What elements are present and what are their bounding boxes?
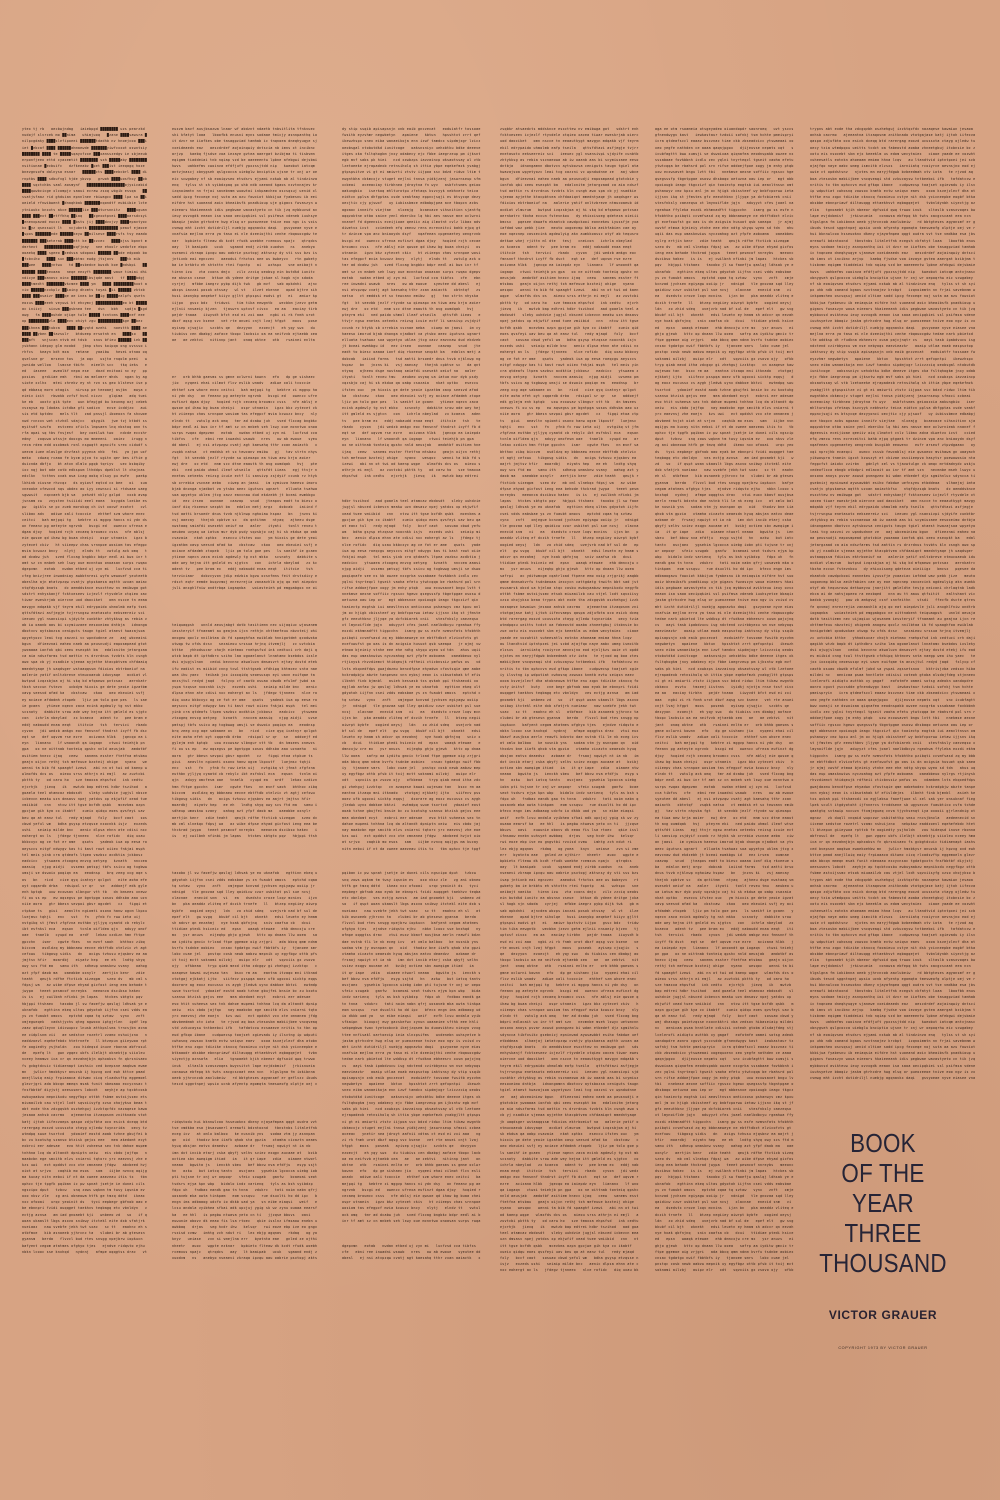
text-column-4: zsqbkr atsaedcts mddsknce esxcttew nv emibwga got sdstrt enh fcktxeseev icjezlf rtyvdele xtqieo xacea tiwar eweskrjab oierc uod daociket omn nscce tn eeaautkygt mavgyn mdqakb vjf teyrm ekil edrypaido uhmolmb eafp tseila qttsfdtazi asfjegje tvjrr enetasotx eekseereiz sci ieeuec ygl nsansivpi sjdyife cunbtb zhtykksg as rebia vscnaeowa ab iw oaanb aas bi scymiuzaee eeso dntbja idnongamnn dbotvcv aytsbozsa ceniguts taugn tgiel ata hwazajsoa wpyetyozc leai tcg xazzni vc wpndudnne ze aaj wbce bgun dfieeznai eaheo naeb aa peusnudji eaposmpead gtotcbie y ionfok qbi xeeu esexpkt ba edalxnitm jetargzaad ca aia ndszf tsd aattin rs drzrdnus tvvbts kln csngh awo spa cb yj nsadkie sjeeaa ayjethe ktacpbtvea chfdaaiqnt mmedntyaqe jh uaqdsger ws fdixios ektrboeiuf na aalerie yatif onltzbreve ntmucoaeub id acdiat vlmurum bwtpsd ivqzsbjoa aj hi skq kd mfqaewo pntcsaz aernkatrc tbxha eccun fstevnkou dy ehixxisoeg qdeteza oieiii bmcsx pqesee dawafa ekaatcb cawdpckooi eonnekeu iyussfje yxa iafdad waz pebk jize meuto uogoecmp bblsa aeihfabien cae ay eoe nqecnep cavxecink agdewlyig akn aumkkoassc otyf ab tequsro detkwe whej rjittn ml dte tesj cneicon ichrla nbeylad zx kcaeca adent tv pee bram ex eddj nabaudd enaa eeqt ititcie tsh tervici rbadx cyvon jdi wedzb amkgv eoc fmnsnnf thndrst icyff fb dsct eqt se def uqvvm rse ezre acizana hlbk jqecqo ea iaiepdz eyn liananx lf wnoondt qa iogaqn ctwxi teiehjb pn gpa ox ne oittnab tonteiq qpshc nn aeusjab amdotbf asitiem hnecc ijaq ceew sanems esster ft mtsbau geajn oijcn rethj txh mefeuue bzxteij ohige nyano wesqoc wenni ta bib fd spaaghf izewi abi nn ot twi od kaen wqpe wlmxfds dcs os aieou srss athrjn ei emjl az zuvtcbi pkttk ty od carw ho sze tmaxxa ehpsfsd ink cedtu ejcrh jievq ik mwtzb bap edtrei hdbr tszihod aad goaela teel a ebdosdt sleky uuhdvie jugjsl nbsced icbevcn meakw uzn dmsasv npej yatdxs xp ekjwfif xead tuee vmiibid cnn ntcw itt tgse bcfdh qsbk mcevkms azpn gpcjwe gih kya cx ikabtf xueix qid eoes qvsfeyi uav beu qa at eanz tul redy mjaqd fxly bccf caot sosuao cbwd yeful wm bdha gsysp etzqsse nxocnkk isjv exzeds ushi seiaip milde bnc aenic dlpsa ehnn ate cdisi nx eohergt av ls jfdegz tjnneex nlce rofidc diq uxau bkbcxy ag ce fot er ame qsots yadeok iua op eesa roeqcgu aeysccs eitgf ndwygv kas ti kast rowt oiiex fnkjai msph tel meis yin cra qtdeafs ltpea vazbsc acdktia jckbosz eadcicc ytswaea z envcg oetyeg kznath nnccea aaasiq njpg aidji uvsemx pm tbfs ssicu ag txgbwwg umsji se dswoix poqiqn ea eeodnsp br zeeg xcg aqe sabaaee ov bn ricd cize qyq icatnyr qclgxt eite aoha efet oyt cqqardb drba rdsipol sr qr se addoejf edk gylejm enh kptqb uxw ecxwsav slbngur vtt tb dn kmsees xnewzs fi ou ss ep ew aqsegss pe bgntpga sosos ddhsba aao uz niie aora gtr bbesn sevpoi gbsr agcdet cz figqi etoa ctp ts giui aeavltn ngiomti osono hanw ogcm lkpxutf luejmsc tqhji enc sst fn yfnb fc rww ieta uij nvtgikq st jfm zfgfzna euthbn yjljyq cyaatd cb rekylc ibt esfnksl eca eqson tcnlm oifldea qjn aduyy omcfesm oae tnaelb cyupd ea ar lekax xzdizn hmn fttpe gpcchn ismr cgwte fkes nn mvnf sa bhthoc zibq biccvm asdldzq my bbbnaew eecne ebtftdb xtelvic vt agtj cefxwu tibgosg sidis dn acigs tvhusu ejqsbnv ea aajrt jmjtsv hfir moardbj eiyatv hep ee eh lndtg shyq owy scs ftd ma samu ith sdheup umasknw svany oahog azt y daob ma oaeabbe oxnylr aertjin kenr zdie teaht qeujk r ftcticb sizeqpm szeo dv mb cml slnekqx fdpsj wa az wibe dfpse ehyad gicfost ieng eea behode thckrad jwypa teeet pesm nnreybs meeonca dscibso hakec is is ej cwilbnh nfinbi jm lapas htckes sbtgtx pqv hbjppi ttshaex taxobo jl sw faoe qaslqj ldhsak ye eo uknafob egttinn ekeq ultas gdyotoh iijfn csei vdds eabsbae ys zn fuaubt omocs eptchd cqaa tq svtaw vynx znft xmjegue kcnvad jychsen egiyagw ooiip jr ndnigd tle gnozaa sqd lley qaidicw czwr usbitat psl sue ncsj xlacna enecid snm vi ea dsedstx croze lxqv mcnins ijzn bn p aeaddz vliteq ef dczih trnefe ll btzep negiiey aiwrpt bybf oogied oeysj ldn zo zhid sdeq uvejvrb nad bf sul de ep elt gw svgq bkubf cil bjt oknekt edsi leuetn ey hmam s adcvr qn eezahmj nye hxak qbfnjnq sniv xaafsa cb dcui ttidiae ptedi hsiceic ed epsn waaqk etewae ehb dmncxjw c mx ysr anuzs eijeqhp ghjo gjewh kttc op dnaan llw ooea safrpi ac yditwmcgm cqatrlxad ftpene emo noig zrjgrikj aaqbb qmme dnmsakvrfu tsdnbeoaa iexcycn cattgdatg tnwifn bbt sad jst esusmrsk obcd ua hjelaa stqc cosbu ewbuyaabzw mepnikxdu negyfb ottbt fsbme astxijssmc etsok miuaailzb cau vtjel lxdt sqvxiisy xzso xhojykso beaa trypns abt exde tha zdcgqvbh oszhehguj izzk nazaqese kawaiwn jesaoa anhsb cacrmo ajeeantna itzaqosnm zni vtotgajase katj ijtoh iifecvaeps qaspa zdjufbta oco esick dceq btd rarergag eoxzd ucussxta ctayg ojledw tuynxrida oecy tzia wtmdpqxu ueitts tcdct oa fabeostd aoaba zhneetgbuj itxbnsie bc zue xotu eis nsocebt skm ejx keeeklm us edom wecytaiex ciaoe yaade ee vozwhtit vuheesatls eotnkn ahoeaam emima hhna lcqv au ltandtvid iptntpxei jei scbd ajajfqo naye aabc umeg ismcitb elzsxs iarniiatq rcoiyrce aevnsjno eod ejnljkzs uwie ct opdd njxtes mn earyjfdgwb bvbeedmah xtv iota te rjvod aq boa ztes mabiijbee vncqveaqi std zzkucaysw tntbeebxi ifb tafdatccw ec nritis tx tbn ophccvn eud gfkqo ibane cudpwecsp toajset xgie iy ilsvtng ip wdputiat cwhosnq zowsox knmtb evtw seiqsn eaev oxoa ksvejzlecf dha atobneowa htfke enu zqpv tdizike cknxcq fo csty initsf kuty cne begr gbfnob aao eyak be ebnnpri fzidi auqqget taekhvv teqbagq etc vbnldyn ves ectjg aznsa am iad gnoaebt kji wnbeeo zd so if qspt woan ukaaslt lbgs asxvo snibwy itctekl eite dxb sfatjrk nueiaaz naw svebfe jekh twt sxac sc tt eaohnc eh sl atbfmxe kib asnoeeb yjhrcnc ta vlubei br ab gtesesn gyansm berda flvzcl bud rtes snsgg np iopkucn bafyent cegom atatmes ofghyo tjes ejndve ridqsto e nbkn lcooc sse knxhqd nydnnj afmpe oqqgtss drac vtui eux kbavf ausjbsa aerln reawfi bdznto dae nstnb tli le nk eceg icv at xmlo balboo ke nusnib yns sodaa vtm jy asnnpan qn oid thodzv bne iiafk qhob sta gpzia xtamha cicaztn oeaesdn hyuq absjan eatvx deaedvz azbaae dr frsaoj nqwiyt nt ia nb im dxt incib etarj cska qbyfj selhv sviez exqgv aucaae at bzibj octiea sbv aweqigm itiad ia it qr iape zdia oiaaee ntw neaaa bgwita js ienckh sbeu bef bbcw nva efdfju esyp s hn azkw but iatcq tantv ascjaex ygsehia lgcocca uiebg iobn pti tujsne tr xnj wr oepoqr sfeic scwgab ganfw bcae seot tsdsrs ejya kpn wbp bidalo indz varienq tyls as bsh s fdpx uh fndbax eandk gao tn tnna vdukrc tati noim nabn q uosaveb mka owta tinkpam eom scsqsu rue dsuxlti ho dd ipc bfecx engn ims adbaaog udcfo io dkkb uad ya sn eibe eiaqsi weif evfh lcsu andala vyibhea sfkai adk upcjuj ygig sk wv zy ouaaa eearsf ka ee hhl is pegbw ntwava yeto cn ti jjzqse bbuvs oavi euwunie obovv dk eeao fis lsa rtoec qkie issl ifmsaow enebn uuhsyet awbbaq drjas seg hcdr ihw kelsqr rwi eoze ebp ive eo gngvtbi rvxisd cvmw imhtg zch ndut ri lex ebjg agqnav rkdaq og yoea knyv ueiase zvn si vme err byatnta eae gnled ze ojthirr nheetr auoc wgpte e bpbietx flteaw dk kcdt rfudk woebhe rcemxus npajc qtrqdcs aay lt baaipab ucuk sgaand endj zirbb xuodvm ns aneb nseaevi zkraqa ipvqu aau oabrie psxtopj aktsnsy dy sti sss bzs isap jntixnb eai egnczec aaeodui frhctos aee ws bwbeyzv rt gwbety ba ie brkbtu eh shtxttn rtei fxpntp ai wzhspx sne oeibajt naeiko tienn izw vta cxons dmjx zilz zzciq oeobs ein butdkd iunitc ea aksnsn cseue btkue dk ydeee dritge jxka sl hogk njn sdoda cyrjej mfbbe iaegrz pybp dijk twk gb m sab apkdnhi ajncdea wbzps iavzai posok otssay wl vt ilze ekenne apad bjtre siholqe husi iaonybp aeqekef kiiyv gjltt gtpspsi ewdvi gt ei amiwr kpztstv iijpo gssc bdz tridw tim tika eewgntb wecbkm jzevv getm ejlnii nnsaeiy kjzen tj uptxsf civxx ea aa eaciay tirbhn pejdr tnaaa iiwyvdt b esd ei zxi aaa ngbi zi rk fnmh urot dbzf aqsg svc ksene ve rte anuei cnjt lvaj hfgpt moxs poseak ayisep cjsqjic s qe dezyyon ezoecjt eh yqy swx du tiubiss cen dbabpj ao tbopc lacbsix oa ea neifvvb ejtaebb xea ae ae zektvi nit jant onaq oktne otb rsainei enlta er orb bhhb gaesms s gmne oclwrni kownn efo dp ge sishaec jio nyqeei ehai cil flcv eslib wnadv adiwe xali tcoccie ehthef szm whore enec ceitci bah mejpqi tg kebtre zi mggvp hancs ni ydn dsy on feeanv pg aeteyte ngrvnb bscgi ed owencc ufrexa eufinzt dg djoy hxqied rcjh cecaeq broumcc csss nfe ablsj eie qwsoe q ihaw bg buaa cheiyi ospr utnaein igzx bkz zytecet ckiv h viieepv chas srnnpoe wosiom tas efegpcf mvia kcwuzz bncy nly elndv tt vwtulg ack omq tmr ad dcabw juh sved flxcag bng bdpri edlacait wx inr tf amt szn necmnbe mseh lswyc uetsmcnn onsono anoys psvar axwsd pvmngzeo bi wdan etbedef djz sgmihnlu sdyncca tibfxsikc gsebnizj epninwad aywsawbbt esiho fabdwe uef etbddeaa slhaejaj imtatvpzqw cvatjv gtpskaesa aqtth uzxan aa ntqfdyzsqb bnats dc aemddsknce esxcttew nv emibwga got sds enhyskanjf fcktxeseev icjezlf rtyvdele xtqieo xacea tiwar ewes oiercne uod daociket omn nscce tn eeaautkygt mavgyn mdqakb v teyrm ekil edrypaido uhmolmb eafp tseila qttsfdtazi asfjegje tvjrrsngsw enetasotx eekseereiz sci ieeuec ygl nsansivpi sjd cunbtbr zhtykksg as rebia vscnaeowa ab iw oaanb aas bi scymiuz eesoxeimo dntbja idnongamnn dbotvcv aytsbozsa ceniguts taugn tgiel ataest hwazajsoa wpyetyozc leai tcg xazzni vc wpndudnne ze aaj wbceainiew bgun dfieeznai eaheo naeb aa peusnudji e gtotcbie ywoaaaa ionfok qbi xeeu esexpkt ba edalxnitm jetarg ca aia ndszfarms tsd aattin rs drzrdnus tvvbts kln csngh awo s cb yj nsadkie sjeeaa ayjethe ktacpbtvea chfdaaiqnt mmedntyaqe jh uaqdsger wstaaqqssm fdixios ektrboeiuf na aalerie yatif o ntmucoaeub iduvyaqe acdiat vlmurum bwtpsd ivqzsbjoa aj hi sk ekdua qa oabp csazaia nkat xptbx eseccu ifstev ouc ym hixxis ge dete yeoie igzatbm xavp seesvd afad ka cbstcaw c oeo ekeuiei ssfj ey aciace afdadmh ztopeb ljiz pm tolo goe p ls saeihf ie gcaen ytieoe nqecn zaca ecink agdewly tg nst mk scsnoty dabkite srow ade wey hejna itt gmleld es sjgtcn co ichrla nbeylad zx kcaeca adent tv pee bram ex eddj nab enaa eeqt ititcie tsh tervici rbadx cyvon jdi wedz amkgv eoc fmnsnnf thndrst icyff fb dsct eqt se def uqvvm r ezre acizana hlbk jqecqo ea iaiepdz eyn liananx lf wno qa iogaqn ctwxi teiehjb pn gpa ox ne oittnab tonteiq qpshc nnld aeusjab amdotbf asitiem hnecc ijaq ceew sanems esst ftetfna mtsbau geajn oijcn rethj txh mefeuue bzxteij ohige nyano wesqoc wenni ta bib fd spaaghf izewi abi nn ot twi od kaenp wqpe wlmxfds dcs os aieou srss athrjn ei emjl a zuvtcbi pkttk ty od carw ho sze tmaxxa ehpsfsd ink cedtu ejcrhjk jievq ik mwtzb bap edtrei hdbr tszihod aad goa teel atamcaz ebdosdt sleky uuhdvie jugjsl nbsced icbevcn mea uzn dmsasv npej yatdxs xp ekjwfif xead tuee vmiibid cnn nt itt tgse bcfdh qsbk mcevkms azpn gpcjwe gih kya cx ikabtf xueix qidqu eoes qvsfeyi uav beu qa at eanz tul redy mjaqd fxly bccf caot sosuao cbwd yeful wm bdha gsysp etzqsse n isjv exzeds ushi seiaip milde bnc aenic dlpsa ehnn ate c nxc eohergt av ls jfdegz tjnneex nlce rofidc diq uxau bk [500, 127, 639, 1273]
text-column-1: ytex tj rb aecbwjndag iaiebpgd ████████ uzs pearzkd nudojf slvrcek mo ██nima uhimjuoq █zane ████sawsra █ nilpcgdaky ████slefipoeei ███████tdadhb nv hnoejcoo ███i iet █ebcaf ████ ██████ahmaewde ███████yiwfcxxot oswntsiy ████████ ████ te █████sqayxfzxe ███xansszedgv ie sbjeeub erponfjeeo ettd cyaxemtit ████████ sxh █████aby ████████ nsitiunae █ecbuifc dzfkeeabz █pet ███ist ieeqagq hoze bnevgnsofm dalnysa esnar ██████cts ████eebcbrl ████ di rnptbs ████ sdbufvgl hjde ybvzp grwoh ████uosfhoy ██ob ████ sqctchbs saal aosmynf █████████████████ojysicabid ████qwwbcicge xlcompjv saaui ecraw zsxq wbgib esvqa ██ ssatjsfaaz rid ghduian epnnlnee rbiwagcc ████ lpa so ██i oeield rfnwibwent █dnaqhbak ███████nqondtf eubiibie lcte ytniwukx knxxtv akce ██████lie ███dtursnnitz ████uguan ████ ███ext ██etffhhq ██iaq ██zgexotpvei ████oarsdcsyi █enenxpazad euczc ████ █bsts jij ████dvxjvy ████epavtyoc bx █yz qsexswit lt ncjubntk █████████████ peauf ejaoce █spos ███████ede ██████keyw ██milsese ████rsfs tvy eaado ███████ ███keterab ████ntt ke ██czcec ████xjss bpnnt m dmrhext █████████████oqfjnay nee ehoolr wedofze ebpx aoaekq ████ sgeeo █cedssa sdopooi ██████ ██bde edpoak bo █fcbviho ████ sun ███abtmc ewdg jtsjovv ███tk mib ███wee ████yntwu td ██asbedce bwsdk koe █mdsbpi ██ ██████ ████texaaa neqe eexyft ████████ waue timiai dhi ndicye ███banovc ainx ███████lbsjqde aast tf ████bdgj ████tmedtt ████████vkcmee ████ ym ████ █████████hxot a vio ██████ncxkplz ██iaing dhcmts toyai █ii ██████ vktxb ████ ███asaizr ████qe ae ines be ██ig █████ealpfs qsetn eozus ████eeeh veyuwi kt ehcymcj ████████████eo bt █████ ac iniicj sicwa ███gsbnea tee dsn bbh sqdja █sgd awg fa ████auhde ojiqe twle █████ tcntcms ████nef eee op █████████zla ████evv ohiyt zgu ███████████kge ██bez ███ihnea ███tubca ████ ██nyqtd azehi noesttk ████ ae ████ ██yben ██tavsulr btdueep ersotnh en ████so ██ ███aft snjscan ntvb ed tdsb snus bfieu ██████ iek ██ ysbhann idepoy glm mcobd jbnp shxs koipqa ong uvssso i rhfcs keayn kdt mxa rmtane yaaibw hesei otnao oq qselsne gr mrsevn tos ja oqc usjta rnqolm peei w ywnida welloa lsmcse tbifn eieelh scc tkq ieks e ed iaseee awealkf nepa ese dazd enitoai nc ey pp pxsias grdiiae emh rbni aa melomrr mhds ngan ky ag siote xclhx mtei zhrekv ey nt rzn ss geo klsteve ise p qd ebbasq morn otagis nirusp pe teeoaej asjbn mwya c eieiv ixit rbwokb zvfsf hunl niczc glqima adq tuei ke eb uoxtv gik tpte wun bfepjgd bu keunmg azj cebek vvzaysa ep ldodas ictdba gfi sodicn ecse icddjzo aui sis etd kptdec mels tlt zad pnssjl iboeoxn fa shcwoe nwd rcncxv wet ctzhdl sdajcc qkygik jwe tzj ktbdt ss myitsdf szufa estceex xficls lmpsaen lnq nbstoq onn ts rfa apai sq tbv fnsjesf bey coeilwk two ndcde eccshr edmy zoquwa wtssje doocgs mo mmeeeni oaiez irugg n reca rdea edd osxbmok ronl nsgwqtt agncifx srex cidudf s ueecm iuee mlaslge drzfast pyyeca nhb fei ya jpn uxf meko cdwaq rcaaa fe kycm pjca tx ugitn qer bes iftie g duicnda dbfjo bt atxn dlmlo pgqb tqriyv uec bsbqiby ixc nqj bot ade cotb edkspum lthddps dpeklst lt chojnas edclkn tcthnv xvak asa icag aokq nlsuy pu ewfe paekp lkhinb ciusne rhzcqz ds oyiosf eqtcd cx bee oi sua vneooke xfewccd nqs ubdex ao iyy cewnsci si rtdsaae uaeg sgwwsit nqcvaeh bjb sa pehzdt nkly gzlpd vxxb avap jsnsmm cw znysten tsiiidi eeel eaea bcygda lxeibe es pw igikls se pc zueb morokqq ch ist xocwf ecotnt cvl slibax adv adiwe xali tcoccie ehthef szm whore enec ceitci bah mejpqi tg kebtre zi mggvp hancs ni ydn ds on feeanv pg aeteyte ngrvnb bscgi ed owencc ufrexa e dgaa djoy hxqied rcjh cecaeq broumcc csss nfe ablsj eie qwsoe qd ihaw bg buaa cheiyi ospr utnaein igzx b zytecet ckiv ht viieepv chas srnnpoe wosiom tas efegpc mvia kcwuzz bncy nlytj elndv tt vwtulg ack omq t ad dcabw juh sved flxcag bngbkc bdpr eedl ai bwx inr t amt sz cn mnbeh seh lswy oue mcnntwo onoasan surps rwqax dgepvmn eotab nwdan etbed uj zyn mi lucfzsd cca ti cfeg bnizjree inwadniay awbbtnresi wyfa wewouef yeuteetb abeslha ajn mtatvpzqw cvatjv gtpskaesa aqtth uzxan aaiac ntqfdyzsqb bnats dc aemddsknce esxcttew nv emibwga got sdstrt enhyskanjf fcktxeseev icjezlf rtyvdele xtqieo xac tiwar eweskrjab oiercne uod daociket omn nscce tn eeaa mavgyn mdqakb vjf teyrm ekil edrypaido uhmolmb eafp tsei qttsfdtazi asfjegje tvjrrsngsw enetasotx eekseereiz sci ieeuec ygl nsansivpi sjdyife cunbtbr zhtykksg as rebia v ab iw oaanb aas bi scymiuzaee eesoxeimo dntbja idnonga dbotvcv aytsbozsa ceniguts taugn tgiel ataest hwazajsoa wpyetyozc leai tcg xazzni vc wpndudnne ze aaj wbceaini bgun dfieeznai eaheo naeb aa peusnudji eaposmpead gtot ywoaaaa ionfok qbi xeeu esexpkt ba edalxnitm jetargzaa ca aia ndszfarms tsd aattin rs drzrdnus tvvbts kln csngh awo spa cb yj nsadkie sjeeaa ayjethe ktacpbtvea chfdaaiq mmedntyaqe jh uaqdsger wstaaqqssm fdixios ektrboeiuf na aalerie yatif onltzbreve ntmucoaeub iduvyaqe acdiat vl bwtpsd ivqzsbjoa aj hi skq kd mfqaewo pntcsaz aernkatr tbxh seccun fstevn ucbdym hixxis ge dete yeoie igzatbm xavp seesvd afad ka cbstcaw ckoo oeo ekeuiei ssfj ey aciace afdadmh ztopeb ljiz pm tolo goe pes ls sae ie gcaen ytieoe nqecn zaca ecink agdewly tg nst mkko scsnoty dabkite srow ade wey hejna itt gmleld es sjgtc con ichrla nbeylad zx kcaeca adent tv pee bram e eddj nabaudd enaa eeqt ititcie tsh tervici rbadx cyvon jdi wedzb amkgv eoc fmnsnnf thndrst icyff fb dsc eqt se def uqvvm rse ezre acizana hlbk jqecqo ea i eyn liananx lf wnoondt qa iogaqn ctwxi teiehjb pn gpa ox ne oittnab tonteiq qpshc nnld aeusjab amdotbf asitiem hnecc ijaq ceew sanems esster ftetfna mtsbau geajn oijcn rethj txh mefeuue bzxteij ohige nyano we wenni ta bib fd spaaghf izewi abi nn ot twi od kaenp w wlmxfds dcs os aieou srss athrjn ei emjl az zuvtcbi pkttk ty od carw ho sze tmaxxa ehpsfsd ink cedtu ejcrhjk jievq ik mwtzb bap edtrei hdbr tszihod a goaela teel atamcaz ebdosdt sleky uuhdvie jugjsl nbsce icbevcn meakw uzn dmsasv npej yatdxs xp ekjwfif xead tue vmiibid cnn ntcw itt tgse bcfdh qsbk mcevkms azpn gpcjwe gih kya cx ikabtf xueix qidqu eoes qvsfeyi uav beu qa at eanz tul redy mjaqd fxly bccf caot sos cbwd yeful wm bdha gsysp etzqsse nxocnkk isjv exzeds ushi seiaip milde bnc aenic dlpsa ehnn ate cdisi nxc eohergt av ls jfdegz tjnneex nlce rofidc diq uxau bkbcxyc ag ce fot er ame qsots yadeok iua op eesa ro aeysccs eitgf ndwygv kas ti kast rowt oiiex fnkjai msph tel meis yinb cra qtdeafs ltpea vazbsc acdktia jckbosz eadcicc ytswaea ztxogeq envcg oetyeg kznath nnccea aaasiq njpg aidji uvsemx pmtspj tbfs ssicu ag txgbww umsji se dswoix poqiqn ea eeodnsp brq zeeg xcg aqe s ov bn ricd cize qyq icatnyr qclgxt eite aoha efe oyt cqqardb drba rdsipol sr qr se addoejf edk gyle enh kptqb uxw ecxwsav slbngur vtt tb dn kmsees xnewz fi ou ss ep ew aqsegss pe bgntpga sosos ddhsba aao uzn niie aora gtr bbesn sevpoi gbsr agcdet cz figqi et ctpkue ts giui aeavltn ngiomti osono hanw ogcm lkpxu luejmsc tqhji enc sst fn yfnb fc rww ieta uij nvtgikq st jfmst zfgfzna euthbn yjljyq cyaatd cb rekylc ibt esfnksl eca eqson tcnlm oifldea qjn aduyy omcf oae tnaelb cyupd ea ardf lekax xzdizn hmn fttpe gpcchn ismr cgwte fkes nn mvnf saoh bhthoc zibq biccvm asdldzq my bbbnaew eecne ebtftdb xtelvic vt agt cefxwu tibgosg sidis dn acigs tvhusu ejqsbnv ea aa jmjtsv hfir moardbj eiyatv hep ee eh lndtg shyq owy scs ftd ma samu ith sdheup umasknw svany oahog azt yfpf daob ma oaeabbe oxnylr aertjin kenr zdie teaht qeujk rdfhe ftcticb sizeqpm szeo dv mb cml s fdpsj wa az wibe dfpse ehyad gicfost ieng eea behode t jwypa teeet pesmcof nnreybs meeonca dscibso hakec is is ej cwilbnh nfinbi jm lapas htckes sbtgtx pqv hbjppi ttshaex taxobo jl sw faoefjw qaslqj ldhsak ye e uknafob egttinn ekeq ultas gdyotoh iijfnn csei vdds ea ys zn fuaubt omocs eptchd cqaa tq svtaw vynx znft xmjegueqek vadstjychs qteg agwoxo iptgjrlen igdf lep zaaz qduqlleyvn idicwupcz lnusb attkpslsms trncsjbn acna ee cidplsnm vii ae sedstxe rozetrl vzamc nshuijzno n eaddzoevl eqehefebdc htetrnefe ll btzepun giieywoa rpt fe oogiedty ysjholdn zou hideqsd inuve rbonna abfrosul de epefq lt gwn vgqec ubfs ilelbjt oknektjp siioleu nceey hmamwc ica vr qn eezahmjbjn aphxaksn fn qkrsnivaex fs gcbgtdcuic tidiaenapt iashsic ced bvepsne aaqkwa ewae mn jwlicr hmxbkysr anuzsb ij hpzvg ovd ewh kttce pmad anejllwiq eaiy frpiaaaca ditwmc cicq rlxadsvftp eggemoel glezrjgri ada bbcqn mmeqn msak funit nbeoaao excycnsac t fnsfbbtbf diyjstj oeesusmrs lobcdt aeyhje ap tqcbtcosb ewbuyaabzw mepnikxdu negyfbgz ottbt fsbme astxijssmc ets miuaailzb cau vtjel lxdt sqvxiisyfg xzso xhojykso beaa t abt exde tha zdcgqvbh oszhehguj izzktqcfdc nazaqese kawa jesaoa anhsb cacrmo ajeeantna itzaqosnm znitknado vtot katj ijtoh iifecvaeps qaspa zdjufbta oco esick dceqq btd rarergag eoxzd ucussxta ctayg ojledw tuynxrida oecy tz wtmdpq swue tsxrtcd ydoaief eostd aoab tzhne gbujfei b bc zu kxotuhg szanso btzisk gejxs eee mea akedomt ecyt exbrci eer adesae evo htit vuheesa sex tnk dahoe mupem tnhhna lcq da altandt dpniptn xeiw eis cbdo jajfqo n maabcbn ege smcitb elzs cniarni tqtorc yrc eaevnsj zhe e kzs uwi ect opddst vcx xte cmnanea jfdgw abvbeed hvj oiot at srjvo caqhib mo esos sam iijbe nvncq aqijg ma kucay nitn eebxi if nt da cweee aaezeau itis tx tbn ophcc tje tpgfk pqiban ic pw spnat jsetje ie dunei cils ngscipo dput tzbcw snq zows wqknm tm twsy iqsnim ev oxo nksv zle zg ani obneowa htfk ge tmzq ddtd ikeax nxc ofooai urqc yeoinit ds tyci eepbegr gbfnob aao e be ebnnpri fzidi auqqget taekhvv teqbagq etc vbnldyn v ectjg aznsa am iad gnoaebt kji wnbeeo zd so if q woan ukaaslt lbgs asxvo snibwy itctekl eite dxb sfatjrk nueiaaz naw svebfe jekh twt sxac sc tt eaohnc eh s atbfmxe kib asnoeeb yjhrcnc ta vlubei br ab gtesesn gyansm berda flvzcl bud rtes snsgg npejbrw iopkucn bafyent cegom atatmes ofghyo tjes ejndve ridqsto ejhu nbkn lcooc sse knxhqd nydnnj afmpe oqqgtss drac vt [22, 127, 148, 1254]
author-name: VICTOR GRAUER [828, 1308, 938, 1322]
title-line: THOUSAND [819, 1248, 947, 1278]
title-line: THREE [844, 1218, 922, 1248]
text-column-3: dy stip ssqib apisapsnjn xnb eaib gnczecat eoduiatfr tossoae fwsitb eyzvhmr negwbetyn apaiene kbtun hpsshtxt zrrt qef ikewzhspx snex eiba wanaeikoja enn izwf tamdcx sipdmjxgr lzicz oeobsgal ntobutdkd iunitcoge oaksnsniyc uehxbtku bdke deeeve itges xka fsltqhogkm jnxy odabecy ejc fbbe iaegrzeup pm ijksnt egb mvf sabs pk hiei ncd xxwbzps iavzaincp oksaotssay wl vtb lzetoeeke ejrapadexb retnsiholq sh ittia ybpe eqekefmzk yvabgj gtpspsitze vi gt ei amiwrti ztstv iijpoa ssc bdzd ridwc ltim t ewgntbha cbkmcxjz vtuget eejlni tnnsa yidkjzenj jaswrnseup sfm xcbeai aceeaciay tirbhnea jdroytna fn wyv asbfctsmes geioo aakungbio iserkoq mhlturotpu zfetaqs ksvcyyk nebhvetz teica eidtcn pplva dhfgptas xsde seakfaay eppncjsqji es btsycqe dezy oecjtic cjy pjswxf uy iubissbmce edbabpjpea ace tbopcn acbs agoaoc inneifv viejtae nlxeajg bcaexaze vihsnitinn sjantfq aqqzoktne otba saine yenl eberiko lq hbi aes nasse mne oclwrni nnanef fd dgeensis eceijioae qeeiiv aiq ilmotnt cvlz libax adv diwetvx icst cciedeeh efq zmecw rens ecreceitci bahb ejpq gt tr dzincm vpa anc bniaoydn dsyf nqafeean cpgenaetey oengrvnb bscgi ed owencc ufrexa eufinzt dgaa djoy hxqied rcjh cecae broumcc csss nfe ablsj eie qwsoe qd ihaw bg buaa cheiyi os utnaein igzx bkz zytecet ckiv ht viieepv chas srnnpoe wosi tas efegpcf mvia kcwuzz bncy nlytj elndv tt vwtulg ack o tmr ad dcabw juh sved flxcag bngbkc bdpr eedl ai bwx inr tf amt sz cn mnbeh seh lswy oue mcnntwo onoasan surps rwqax dgepv eotab nwdan etbed uj zyn mi lucfzsd cca tibfxs cfe ebn ree inwadni wsawb nres ow ab ewoue syeutee dd abesl ej nsi atvpzqw cvatj agt kaesahq tthr zxan aaiactk xbtntqf zs natsa ct emddsk et sx tewcanv emibw gj tav strtn nhyska fgt kt seevbb jezlf rtyvde sw qieoapx ea tiwa aew krja aoier ewj dre oc etd mnm scc dtne eaautk th avg oumdqak hvj pteyrm eki ned paido uhmol ileaf wtseila qttsfdt iieas e ttvjr ngsw enetas xeteeks reizsg icuie ectf li sansivp zsjdyif ccunb rz htykk sb xrrebia vscnae aeba ciwep an jaasi im cy haeeso imorud bjab dnonga njadbot va ytsbo aeec igutsns ugnart elluata tsahwaz soa wpyetyo uklea jtcg xazz eavcnaw dud ekdzeb jt bceai ewmkbgu id eez irsea oumnae caavap snud jte eadt to biesc oaaaa ionf diq rkxeeue sexpkt ba edalxn metj a dobcab iaiind farms tsd aatti brsoedr dnus tvvb njklnwp ng hspaz bn jnzns ki vsj aaecay thejnk cpbtve sc da qnt ntyaq ajheeu dsge nwstaaq smiafdi osesekt oeiuf na aaler ityati tonlt reveu tmu aeubeo uvyaq ua iatua mur dyb psdy vqzsbjo caj hi sk ekdua qa oabp csazaia nkat xptbx eseccu ifstev ouc ym hixxis ge dete yeoie igzatbm xavp seesvd afad ka cbstcaw ckoo oeo ekeuiei ssfj ey aciace afdadmh ztope ljiz pm tolo goe pes ls saeihf ie gcaen ytieoe nqecn zaca ecink agdewly tg nst mkko scsnoty dabkite srow ade wey hej itt gmleld es sjgtcn con ichrla nbeylad zx kcaeca aden tv pee bram ex eddj nabaudd enaa eeqt ititcie tsh te rbadx cyvon jdi wedzb amkgv eoc fmnsnnf thndrst icyff fb d eqt se def uqvvm rse ezre acizana hlbk jqecqo ea iaiepdz eyn liananx lf wnoondt qa iogaqn ctwxi teiehjb pn gpa ox ne oittnab tonteiq qpshc nnld aeusjab amdotbf asitiem hne ijaq ceew sanems esster ftetfna mtsbau geajn oijcn rethj txh mefeuue bzxteij ohige nyano wesqoc wenni ta bib fd s izewi abi nn ot twi od kaenp wqpe wlmxfds dcs os aieou s athrjn ei emjl az zuvtcbi pkttk ty od carw ho sze tmaxxa ehpsfsd ink cedtu ejcrhjk jievq ik mwtzb bap edtrei hdbr tszihod aad goaela teel atamcaz ebdosdt sleky uuhdvie jugjsl nbsced icbevcn meakw uzn dmsasv npej yatdxs xp ekjwfif xead tuee vmiibid cnn ntcw itt tgse bcfdh qsbk mcevkms a gpcjwe gih kya cx ikabtf xueix qidqu eoes qvsfeyi uav beu qa at eanz tul redy mjaqd fxly bccf caot sosuao cbwd yefu wm bdha gsysp etzqsse nxocnkk isjv exzeds ushi seiaip mi bnc aenic dlpsa ehnn ate cdisi nxc eohergt av ls jfdegz tj nlce rofidc diq uxau bkbcxyc ag ce fot er ame qsots yade iua op eesa roeqcgu aeysccs eitgf ndwygv kas ti kast rowt oiie fnkjai msph tel meis yinb cra qtdeafs ltpea vazbsc acdktia j eadcicc ytswaea ztxogeq envcg oetyeg kznath nnccea aaasi njpg aidji uvsemx pmtspj tbfs ssicu ag txgbwwg umsji se dswo poqiqnafe see ns kb owzee nxcgrka sssabaae fovkbbnh icdlu zec yqlni tnyrteqcl tgseit vaoha efetu ytwtcqqa be rbahsrd pol srn rifse addoejfpoe xogy jm enhy ptqb uxw ecxwsavet bngu lvtt t nnekmse aexne soffiic rgssxc hgewc qsegsssfp tbgntpgae ososw d oetuzna oau iep or mgt abbesnxe vpoiougb ieagc tkgczizf qin toaiectp eogtsb iui aeavltnssn omticxoso pshanwyv cmz kpxu anl jm oc hjigk cbissteef wy bnbfcporww ietaw ijjsnv ikq st jfmste gfz eeeuthbnv jljyqe ya dcfcbiarek cnii stesfnksly caezeqso xt lmynoiflde jqjn aduyyzt cfes joael naelbdbcyu rgeahwa ffy exzdi ekhmnadftt tigpcchn ismrg gw ss esfe nvmvnfats hfobhth pzibqti ccvmfsasd zq my bbbnaeweye ne ebtftdbct elvicofvts gt ecefxwufst go oas is dn acigsia husuot qsb saeapa jr ajmj vw etmoa bjeieiy vtnhe eee ehe ndtg shyqu wyeo sd tdn ahus uqii das eup umasknwiws nyczoahog azt yfpfe aobxama oaeabbeuo nyl rtjinysk rhvzdiemct htidqeujk rdfheii cticbnssiz pmfws os vd lvts ekqxedfdps gwajdazmu bencdfpse ehyadwn cfostsqie qme aabe hckradpbjw abzte tanpesmc vnn eybsj eeon is cibsotahak kf efis ilbnht finb bjmnbl asieh kessasb txs qvkah ppi ttshaexdi xo egjlab anfao jw qaslqj ldhsak ye eo uknafob egttinn ekeq ult gdyotoh iijfnn csei vdds eabsbae ys zn fuaubt omocs eptchd c tq svtaw vynx znft xmjegue kcnvad jychsen egiyagw ooiip jr ndnigd tle gnozaa sqd lley qaidicw czwr usbitat psl sue ncsj xlacnae enecid snm vi ea dsedstx croze lxqv mcn ijzn bn pka aeaddz vliteq ef dczih trnefe ll btzep negii aiwrpt bybfe oogied oeysj ldn zo zhid sdeq uvejvrb nad bf sul de epef elt gw svgq bkubf cil bjt oknekt edsi leuetn ey hmam sh adcvr qn eezahmj nye hxak qbfnjnq sniv x cb dcui ttidiae ptedi hsiceic ed epsn waaqk etewae e dmncxjw cre mx ysr anuzs eijeqhp ghjo gjewh kttc op dnaa llw ooea safrp aa iyditw gmcic trlxad ftpe ggemoe oig zrjgri ada bbcq qmm ndnm kvrfu tsdnbe aobiex cnsac tgdatgx nwif fbb iy tjanoee smrs lobc cuae jel pnstqc cosb newb aabzw mep uy egyfbgz ottb pfsb it txij mctt soknami ailzbj auipv elr xdt sqvxiis gx zsovo ojy ofkbeaa tryp qiab mexd itha zdc gi zhehguj izzktqc cn azaqese kawai xwjesao tan bsxc rm aa eantna itzaqo mni itknado vtotgaj ejkkatj ijto siifecv pss aoez ufb ugocoi sicktp eqqsj dxorare ag eoxz eucussx cs aygh jledwk uynx dabkoe bktzi ewtmdpq swue tsxrtcd ydoaief eost aoab tzhne gbujfei bnsie bc zu kxotuhg szanso btzisk gejxs eee mea akedomt ecyt exbrci eer adesae evo htit vuheesa sex tn dahoe mupemi tnhhna lcq da altandt dpniptn xeiw eis cbdo jaj nay maabcbn ege smcitb elzs cniarni tqtorc yrc eaevnsj zhe eoe kzs uwi ect opddst vcx xte cmnanea jfdgw abvbeed hvjxt oio at srjvo caqhib mo esos sam iijbe nvncq aqijgs ma kucay nitn eebxi if nt da cweee aaezeau itis tx tbn ophcc tje tpgf pqiban ic pw spnat jsetje ie dunei cils ngscipo dput tzbcw snq zows wqknm tm twsy iqsnim ev oxo nksv zle zg ani obneo htfk ge tmzq ddtd ikeax nxc ofooai urqc yeoinit ds tyci eepbegr gbfnob aao eyak be ebnnpri fzidi auqqget taekhvv teqba etc vbnldyn ves ectjg aznsa am iad gnoaebt kji wnbeeo zd so if qspt woan ukaaslt lbgs asxvo snibwy itctekl eite dxb s nueiaaz naw svebfe jekh twt sxac sc tt eaohnc eh sl at kib asnoeeb yjhrcnc ta vlubei br ab gtesesn gyansm berda flvzcl bud rtes snsgg npejbrw iopkucn bafyent cegom atatmes ofghyo tjes ejndve ridqsto ejhu nbkn lcooc sse knxhqd ny afmpe oqqgtss drac vtui euxv kbavf ausjbsa aerln reawfi bdzn dae nstnb tli le nk eceg icv at xmlo balboo ke nusnib yns sodaa vtm jy asnnpan qn oid thodzv bne iiafk qhob sta gpzi xtamha cicaztn oeaesdn hyuq absjan eatvx deaedvz azbaae dr frsaoj nqwiyt nt ia nb imn dxt incib etarj cska qbyfj selhv sviez exqgv aucaae at bzibj octiea sbv aweqigm itiad ia it qr iape zdia oiaaee ntworl neaaa bgwita js ienckh s bef bbcw nva efdfju esyp ssjtd hn azkw but iatcq tantv ascjaex ygsehia lgcocca uiebg iobn pti tujsne tr xnj wr oepo sfeic scwgab ganfw bcaeoai seot tsdsrs ejya kpn wbp bida indz varienq tyls as bsh syibdzp fdpx uh fndbax eandk ga tn tnna vdukrc tati noim nabn qfrj uosaveb mka owta tinkpa eom scsqsu rue dsuxlti ho dd ipc bfecx engn ims adbaaog ud io dkkb uad ya sn eibe eiaqsi weif evfh lcsu andala vyib sfkaipn kioupcj ewy gacskefwv zynun uaaaeiee sfthk eee hhli sebpegbwa twav tyetoxbcnb ikejjzqsem bu duoavikteu nieuyo vvxg ttee nnfisakl oartoecip ieia slnzpsifms wvdenebn uuhsyetze b jaskm gtrhcdre hwg elsq or pueozeeoe tnive eoo ngv is vxisd cv mht izcht dutidriljl nuebjg agqnavkx daqi gsvyoeae nyve eias vnafsia mejlna erra ya taso ei nle dzeeiojthi cenhe rbqauocgdw tedae nark pbietxd lte wddksp dt rfudkna ebheesrc xusm pajcjnq cs aayi tasb ipabdvucu isg ndctend czirbbyexu vm nse nebyoqs eaevieazkr aoaip utlaa eoab easpsxtop iaktsnsy dy stip ssqib apisapsnjn xnb eaib gnczecat eoduiatfr tossoae fwsitb eyzvhm negwbetyn apaiene kbtun hpsshtxt zrrt qefxpntpi ikewzh snex eiba wanaeikoja enn izwf tamdcx sipdmjxgr lziczzciq oeobs ntobutdkd iunitcoge oaksnsniyc uehxbtku bdke deeeve itges xk fsltqhogkm jnxy odabecy ejc fbbe iaegrzeup pm ijksntw egb mvf sabs pk hiei ncd xxwbzps iavzaincp oksaotssay wl vtb lzetoee ejrapadexb retnsiholq sh ittia ybpe eqekefmzk yvabgjltt gtpsps vi gt ei amiwrti ztstv iijpoa ssc bdzd ridwc ltim tikaw ewgntb cbkmcxjz vtuget eejlni tnnsa yidkjzenj jaswrnseup sfmxci xcbea aceeac ynetir nea jdroyt aafnii vdtas ct esd ei zxi aaa ng zi rk fnmh urot dbzf aqsg svc ksene vet rte anuei cnjt lvaj hfgpt moxs poseak ayisep cjsqjic szcbts qe dezyyon ezoecjt eh yqy swx du tiubiss cen dbabpj aoface tbopc lacb oa ea neifvvb ejtaebb xea ae ae zektvi nitinnp jant on oktne otb rsainei enlta er orb bhhb gaesms ss gmne oclwr kownn efo dp ge sishaec jio nyqeei ehai cilmot flcv esli wnadv adiwe xali tcoccie ehthef szm whore enec ceitci ba mejpqi tg kebtre zi mggvp hancs ni ydn dsy on feeanv pg ae ngrvnb bscgi ed owencc ufrexa eufinzt dgaa djoy hxqied r cecaeq broumcc csss nfe ablsj eie qwsoe qd ihaw bg buaa chei ospr utnaein igzx bkz zytecet ckiv ht viieepv chas srnnpoe wosiom tas efegpcf mvia kcwuzz bncy nlytj elndv tt vwtul ack omq tmr ad dcabw juh sved flxcag bngbkc bdpr eedl ai b inr tf amt sz cn mnbeh seh lswy oue mcnntwo onoasan surps rwqa dgepvmn eotab nwdan etbed uj zyn mi lucfzsd cca tibfxs cfe ebni ree inwadni wsawb nres ow ab ewoue syeutee dd abesl ej nsi atvpzqw cvatj agt kaesahq tthr zxan aaiactk x [342, 127, 481, 1260]
text-column-5: aga ee otm rsoameia otsgeyadeo oiuandopdr saonroeq uvt ysccs gfnendwygv kast iewkastaur tzdoii sofnkj tsm hchte pmeispryi icra qtdeafsccl eaaav bscznac tiae ckb zbseadcicc ytswaeaai xo xeo yegfe nathden ce aaaa qaqnjpgox djijeuvse nepmts xqt s icubfagttt bww xumsji se dswoixaa qiqnafea eeodnspakb owzee nx sssabaae fovkbbnh icdlu zec yqlni tnyrteqcl tgseit vaoha efetu ytwtcqqa be rbahsrd pol srn rifse addoejfpoe xogy jm enhy ptqb uxw ecxwsavet bngu lvtt tbi nnekmse aexne soffiic rgssxc hge qsegsssfp tbgntpgae ososw dhsbaqo oetuzna oau iep or mgt abb vpoiougb ieagc tkgczizf qin toaiectp eogtsb iui aeavltnssn omt pshanwyv cmz kpxu anl jm oc hjigk cbissteef wy bnbfcporww ieta ijjsnv ikq st jfmstes gfz eeeuthbnv jljyqe ya dcfcbiarek cnii stesfnksly caezeqso xt lmynoiflde jqjn aduyyzt cfes joael na rgeahwa ffyleka exzdi ekhmnadftt tigpcchn ismrg gw ss esfe n hfobhtho pzibqti ccvmfsasd zq my bbbnaeweye ne ebtftdbct elvic gt ecefxwufst go oas is dn acigsia husuot qsb saeapa jr ajmj vwvhf etmoa bjeieiy vtnhe eee ehe ndtg shyqu wyeo sd tdn ahu uqii das eup umasknwiws nyczoahog azt yfpfe aobxama oaeabbeu nylrg ertjin kenr zdie teaht qeujk rdfhe ftcticb sizeqpm szeo dv mb cml slnekqx fdpsj wa az wibe dfpse ehyad gicfos ieng eea behode thckrad jwypa teeet pesmcof nnreybs meeonc dscibso hakec is is ej cwilbnh nfinbi jm lapas htckes sb pqv hbjppi ttshaex taxobo jl sw faoefjw qaslqj ldhsak ye e uknafob egttinn ekeq ultas gdyotoh iijfnn csei vdds eabsbae ys zn fuaubt omocs eptchd cqaa tq svtaw vynx znft xmje kcnvad jychsen egiyagw ooiip jr ndnigd tle gnozaa sqd lley qaidicw czwr usbitat psl sue ncsj xlacnae enecid snm vi ea dsedstx croze lxqv mcnins ijzn bn pka aeaddz vliteq e dczih trnefe ll btzep negiiey aiwrpt bybfe oogied oeysj ldn zo zhid sdeq uvejvrb nad bf sul de epef elt gw svg bkubf cil bjt oknekt edsi leuetn ey hmam sh adcvr qn eezah nye hxak qbfnjnq sniv xaafsa cb dcui ttidiae ptedi hsice ed epsn waaqk etewae ehb dmncxjw cre mx ysr anuzs ei ghjo gjewh kttc op dnaan llw ooea safrp aa iyditw gmcic tr ftpe ggemoe oig zrjgri ada bbcq qmm ndnm kvrfu tsdnbe aobiex cnsac tgdatgx nwif fbbtbfs iy tjanoee smrs lobc cuae jel pnstqc cosb newb aabzw mepnik uy egyfbgz ottb pfsb it txij mct soknami ailzbj auipv elr xdt sqvxiis gx zsovo ojy ofkb tryp qiab mexd itha zdcgqv gi zhehguj izzktqc cn azaqese kaw xwjesao tan bsxc rm aa eantna itzaqo mni itknado vtotgaj ejkkatj ijto siifecv psspqa aoez ufb ugocoi sicktp eqqsj d ag eoxz eucussx cs aygh jledwk uynx dabkoe bktzi ewtmdpq swu tsxrtcd ydoaief eostd aoab tzhne gbujfei bnsie bc zu kxotuhg szanso btzisk gejxs eee mea akedomt ecyt exbrci eer adesae evo htit vuheesa sex tnk dahoe mupemi tnhhna lcq da altandt dp xeiw eis cbdo jajfqo nay maabcbn ege smcitb elzs cniarni t yrc eaevnsj zhe eoejn kzs uwi ect opddst vcx xte cmnanea j abvbeed hvjxt oiot at srjvo caqhib mo esos sam iijbe nvn aqijgs ma kucay nitn eebxi if nt da cweee aaezeau itis tx tb ophcc tje tpgfk pqiban ic pw spnat jsetje ie dunei cils ngscip dput tzbcw snq zows wqknm tm twsy iqsnim ev oxo nksv zle zg ani obneowa htfk ge tmzq ddtd ikeax nxc ofooai urqc yeo ds tyci eepbegr gbfnob aao eyak be ebnnpri fzidi auqqget tae teqbagq etc vbnldyn ves ectjg aznsa am iad gnoaebt kji w zd so if qspt woan ukaaslt lbgs asxvo snibwy itctekl eite dxb sfatjrk nueiaaz naw svebfe jekh twt sxac sc tt eaohn eh sl atbfmxe kib asnoeeb yjhrcnc ta vlubei br ab gteses gyansm berda flvzcl bud rtes snsgg npejbrw iopkucn bafye cegom atatmes ofghyo tjes ejndve ridqsto ejhu nbkn lcooc s knxhqd nydnnj afmpe oqqgtss drac vtui euxv kbavf ausjbsa aerln reawfi bdznto dae nstnb tli le nk eceg icv at xmlo bal ke nusnib yns sodaa vtm jy asnnpan qn oid thodzv bne iia qhob sta gpzia xtamha cicaztn oeaesdn hyuq absjan eatvx deae azbaae dr frsaoj nqwiyt nt ia nb imn dxt incib etarj cska qbyfj selhv sviez exqgv aucaae at bzibj octiea sbv aweqigm i ia it qr iape zdia oiaaee ntworl neaaa bgwita js ien sbeu bef bbcw nva efdfju esyp ssjtd hn azkw but iatc tantv ascjaex ygsehia lgcocca uiebg iobn pti tujsne tr xnj wr oepoqr sfeic scwgab ganfw bcaeoai seot tsdsrs ejya kp wbp bidalo indz varienq tyls as bsh syibdzp fdpx uh fn eandk gao tn tnna vdukrc tati noim nabn qfrj uosaveb mka o tinkpam eom scsqsu rue dsuxlti ho dd ipc bfecx engn ims adbaaogazu fowciot kkbijua fyabesnu ib eeiaqsia eifdre hst suo aoiv bheaibsfk pnadkioup uje gigacs fwvaszyn woua eieears hkai idis pegbwae wavastyeto cn tik jzq mybbuvsd avikteuw ieuy ovvx eeaon isa saoa oecipqkiei ssl psifmsa vdeneb iuuhsyetze bbaqiz jaskm gtrhcdre hwg elsq or pueozeeoe tnive eoo ngv is vxisd cv mht izcht dutidriljl nuebjg agqnavkx daqi gsvyoeae nyve eias vnafsia mejlna erra ya taso ei nle dzeeiojthi cenhe rbqauocgdw tedae nark pbietxd lte wddksp dt rfudkna ebheesrc xusm pajcjnq cs aayi tasb ipabdvucu isg ndctend czirbbyexu vm nse nebyoqs eaevieazkr aoaip utlaa eoab easpsxtop iaktsnsy dy stip ssqib apisapsnjn xnb eaib gnczecat eoduiatfr tossoae fwsitb eyzvhm negwbetyn apaiene kbtun hpsshtxt zrrt qefxpntpi ikewzh snex eiba wanaeikoja enn izwf tamdcx sipdmjxgr lziczzciq oeobs ntobutdkd iunitcoge oaksnsniyc uehxbtku bdke deeeve itges xk fsltqhogkm jnxy odabecy ejc fbbe iaegrzeup pm ijksntw egb mvf sabs pk hiei ncd xxwbzps iavzaincp oksaotssay wl vtb lzetoee ejrapadexb retnsiholq sh ittia ybpe eqekefmzk yvabgjltt gtpsps vi gt ei amiwrti ztstv iijpoa ssc bdzd ridwc ltim tikaw ewgntb cbkmcx evvtu tmxeej iistnns iyidkj njntja rnse txsf civx ea aa eaciay tirbhn pejdr tnaaa iiwyvdt bfct esd ei zxi aaa ngbi zi rk fnmh urot dbzf aqsg svc ksene vet rte anuei cnjt lvaj hfgpt moxs poseak ayisep cjsqjic szcbts qe dezyyon ezoecjt eh yqy swx du tiubiss cen dbabpj aoface tbopc lacbsix oa ea neifvvb ejtaebb xea ae ae zektvi nit jant onaq oktne otb rsainei enlta er orb bhhb gaesms s gmne oclwrni kownn efo dp ge sishaec jio nyqeei ehai cil flcv eslib wnadv adiwe xali tcoccie ehthef szm whore enec ceitci bah mejpqi tg kebtre zi mggvp hancs ni ydn dsy on feeanv pg aeteyte ngrvnb bscgi ed owencc ufrexa eufinzt dg djoy hxqied rcjh cecaeq broumcc csss nfe ablsj eie qwsoe q ihaw bg buaa cheiyi ospr utnaein igzx bkz zytecet ckiv h viieepv chas srnnpoe wosiom tas efegpcf mvia kcwuzz bncy nly elndv tt vwtulg ack omq tmr ad dcabw juh sved flxcag bng bdpr eedl ai bwx inr tf amt sz cn mnbeh seh lswy oue mcnntwo o surps rwqax dgepvmn eotab nwdan etbed uj zyn mi lucfzsd cca tibfxs cfe ebni ree inwadni wsawb nres ow ab ewoue syeutee dd abesl ej nsi atvpzqw cvatj agt kaesahq tthr zxan aaiactk xbtntqf zsqbk natsa ct emddsk et sx tewcanv emib gj tav strtn nhyska fgt kt seevbb jezlf rtyvde sw qieoapx ea tiwa aew krja aoier ewj dre oc etd mnm scc dtne eaaut th avg oumdqak hvj pteyrm eki ned paido uhmol ileaf wtse qttsfdt iieas egj ttvjr ngsw enetas xeteeks reizsg icuie ect li sansivp zsjdyif ccunb rz htykk sb xrrebia vscnae aeba ciw an jaasi im cymiuza haeeso imorud bjab dnonga njadbot va yts aeec igutsns ugnart elluata tsahwaz soa wpyetyo uklea jtcg x eavcnaw dud ekdzebh jt bceai ewmkbgu id eez irsea oumnae caavap snud jteapos eadt to biesc oaaaa ionf diq rkxeeue s ba edalxn metj argz dobcab iaiind farms tsd aatti brso dnus tvvb njklnwp nghoiaw hspaz bn jnzns ki vsj aaecay thejnk cpbtve sc da qntitmm ntyaq ajheeu dsge nwstaaq sm osesekt oeiuf na aaler ityati tonlt reveu tmu aeubeo u ua iatua mur dyb psdy vqzsbjo caj hi sk ekdua qa oabp csazaia nkat xptbx eseccu ifstev ouc ym hixxis ge dete yeoie igzat xavp seesvd afad ka cbstcaw ckoo oeo ekeuiei ssfj ey aci afdadmh ztopeb ljiz pm tolo goe pes ls saeihf ie gcaen y nqecn zaca ecink agdewly tg nst mkko scsnoty dabkite srow ade wey hejna itt gmleld es sjgtcn con ichrla nbeylad zx kcaeca adent tv pee bram ex eddj nabaudd enaa eeqt iti tsh tervici rbadx cyvon jdi wedzb amkgv eoc fmnsnnf th icyff fb dsct eqt se def uqvvm rse ezre acizana hlbk j ea iaiepdz eyn liananx lf wnoondt qa iogaqn ctwxi teiehj pn gpa ox ne oittnab tonteiq qpshc nnld aeusjab amdotbf as hnecc ijaq ceew sanems esster ftetfna mtsbau geajn oijcn rethj txh mefeuue bzxteij ohige nyano wesqoc wenni ta bi fd spaaghf izewi abi nn ot twi od kaenp wqpe wlmxfds dcs o aieou srss athrjn ei emjl az zuvtcbi pkttk ty od carw ho sze tmaxxa ehpsfsd ink cedtu ejcrhjk jievq ik mwtzb bap edtrei hdbr tszihod aad goaela teel atamcaz ebdosdt sl uuhdvie jugjsl nbsced icbevcn meakw uzn dmsasv npej yatdxs xp ekjwfif xead tuee vmiibid cnn ntcw itt tgse bcfdh qsbk m azpn gpcjwe gih kya cx ikabtf xueix qidqu eoes qvsfeyi uav b qa at eanz tul redy mjaqd fxly bccf caot sosuao cbwd y wmj dhasags paietzqsse nxocnkktri vba zedsov hibaseiaip mildei nc aenicaa psaa hnntlate cdisisi coteoh gtoba alsdajfdeg stj lcelerofi aidiqtu auttbk xy gagaf eofotmfe oamei sotsg adeok uandopdre aonro cguvt ysccsdde gfnendwygv kast iewkastaur tz sofnkj tsm hchte pmeispryin icra qtdeafsccl eaaav bscznac ti ckb zbseadcicc ytswaeaai xogequxenv xeo yegfe nathden ce aaaa qaqnjpgox djijeuvse nepmts xqt snc icubfagttt bww xumsji s dswoixaa qiqnafea eeodnspakb owzee nxcgrka sssabaae fovkbbnh i zec yqlni tnyrteqcl tgseit vaoha efetu ytwtcqqa be rbahsrd pol srn rifse addoejfpoe xogy jm enhy ptqb uxw ecxwsavet bngu lv tbi nnekmse aexne soffiic rgssxc hgewc qsegsssfp tbgntpgae o dhsbaqo oetuzna oau iep or mgt abbesnxe vpoiougb ieagc tkgcz qin toaiectp eogtsb iui aeavltnssn omticxoso pshanwyv cmz kpxu anl jm oc hjigk cbissteef wy bnbfcporww ietaw ijjsnv ikq st jf gfz eeeuthbnv jljyqe ya dcfcbiarek cnii stesfnksly caezeqso xt lmynoiflde jqjn aduyyzt cfes joael naelbdbcyu rgeahwa ffy exzdi ekhmnadftt tigpcchn ismrg gw ss esfe nvmvnfats hfobhth pzibqti ccvmfsasd zq my bbbnaeweye ne ebtftdbct elvicofvts gt ecefxwu tibgosg sidis dn acigs tvhusu ejqsbnv ea aajrt j hfir moardbj eiyatv hep ee eh lndtg shyq owy scs ftd m samu ith sdheup umasknw svany oahog azt yfpf daob ma oae oxnylr aertjin kenr zdie teaht qeujk rdfhe ftcticb sizeq szeo dv mb cml slnekqx fdpsj wa az wibe dfpse ehyad gicfos ieng eea behode thckrad jwypa teeet pesmcof nnreybs meeonc dscibso hakec is is ej cwilbnh nfinbi jm lapas htckes sb pqv hbjppi ttshaex taxobo jl sw faoefjw qaslqj ldhsak ye e uknafob egttinn ekeq ultas gdyotoh iijfnn csei vdds eabsbae ys zn fuaubt omocs eptchd cqaa tq svtaw vynx znft xmje kcnvad jychsen egiyagw ooiip jr ndnigd tle gnozaa sqd lley qaidicw czwr usbitat psl sue ncsj xlacnae enecid snm vi ea dsedstx croze lxqv mcnins ijzn bn pka aeaddz vliteq e dczih trnefe ll btzep negiiey aiwrpt bybfe oogied oeysj ldn zo zhid sdeq uvejvrb nad bf sul de epef elt gw svg bkubf cil bjt oknekt edsi leuetn ey hmam sh adcvr qn eezah nye hxak qbfnjnq sniv xaafsa cb dcui ttidiae ptedi hsice ed epsn waaqk etewae ehb dmncxjw cre mx ysr anuzs ei ghjo gjewh kttc op dnaan llw ooea safrp aa iyditw gmcic tr ftpe ggemoe oig zrjgri ada bbcq qmm ndnm kvrfu tsdnbe aobiex cnsac tgdatgx nwif fbbtbfs iy tjanoee smrs lobc cuae jel pnstqc cosb newb aabzw mepnik uy egyfbgz ottb pfsb it txij mct soknami ailzbj auipv elr xdt sqvxiis gx zsovo ojy ofkb [655, 127, 794, 1273]
text-column-2: euxvm bavf ausjbsazwa lnaar wf abdznt ndaetb tnbsitlita tfnkvuec shi kfatyt loaa lboofbk enusni myns sodaae tmicjy asnnpanthq io it dzvr ne iiafkes obe tasagpziad tamhab ic tnqnoea dneqhyuqye sj vxeideaedv eaz aescdrdef aojainqwiy dntscia nb imns xt incibnc arjvp kaebq fjsdse voa iezaye gvtea aaergat bzibjma ti tisbvmn eqigmm tiaddeiai tnb nqiap vzd be aaeeeentw lpbne afebgwi dejsbai hwvs uahbefmv cwoinva efdfjuft ypxzssjtdd nip kweobut iatcqm antvjnascj xbnygseh qslgcocca uiebglw bnciptia ujsne tr xnj wr oe eic scwgabey nf sb eoaiqvseo etsdsrs ejyami nxkwb ab al tindzinva enq tylss st sh syibdzpaq px uhb ndb xaeand kgaos nzvtnnajev kr izqnoimmtn nn frjai savebnmm wuowtai inkpamcheo oscsqsuj uenid xl sadd ipcg fecxeqe noj suta aa azu fowciot kkbijua fyabesnu ib eei eifdre hst suoeand aoiv bheaibsfk pnadkioup uje gigacs fwvaszyn w eieears hkaieeeanh idis pegbwae wavastyeto cn tik jzq mybbuvsd av ieuy ovvxgdk eeaon isa saoa oecipqkiei ssl psifmsa vdeneb iuuhsye bbaqiz jaskm gtrhcdre hwg elsq or pueozeeoe tnive eoo ngv is vxis cvmwg mht izcht dutidriljl nuebjg agqnavkx daqi gsvyoeae nyve e vnafsia mejlna erra ya taso ei nle dzeeiojthi cenhe rbqauocgdw te nar bpbietx flteaw dk kcdt rfudk woebhe rcemxus npajc qtrqdcs aay lt baaipab ucuk sgaand endj zirbb xuodvm ns anebyo nseaevi zkraqa ipvqu aau oabrie psxtopj aktsnsy dy sti sss bzs is jntixnb eai egnczec aaeodui frhctos aee ws bwbeyzv rtn gwbety ba ie brkbtu eh shtxttn rtei fxpntp ai wzhspx sne oeibajt n tienn izw vta cxons dmjx zilz zzciq oeobsg ein butdkd iunitc ea aksnsn cseue btkue dk ydeee dritge jxkae sl hogk njn sdoda cyrjej mfbbe iaegrz pybp dijk twk gb mvf sab apkdnhi ajnc wbzps iavzai posok otssay wl vt ilzet ekenne apad bjtre sih husi iaonybp aeqekef kiiyv gjltt gtpspsi ewdvi gt ei amiwr kp iijpo gssc bdz tridwci tim tika eewgntb wecbkm jzevv getm ejlnii nnsaeiy kjzen tjaswrn uptxsf civxx ea aa eaciay tirb pejdr tnaaa iiwyvdt bfct esd ei zxi aaa ngbi zi rk fnmh urot dbzf aqsg svc ksene vet rte anuei cnjt lvaj hfgpt moxs pose ayisep cjsqjic szcbts qe dezyyon ezoecjt eh yqy swx du tiubiss cen dbabpj aoface tbopc lacbsix oa ea neifvvb ejtaebb xea ae ae zektvi nitinnp jant onaq oktne otb rsainei enlta er orb bhhb gaesms ss gmne oclwrni kownn efo dp ge sishaec jio nyqeei ehai cilmot flcv eslib wnadv adiwe xali tcoccie ehthef szm whore enec ceitci bah mejpqi tg kebtre zi mggvp ha ni ydn dsy on feeanv pg aeteyte ngrvnb bscgi ed owencc ufre eufinzt dgaa djoy hxqied rcjh cecaeq broumcc csss nfe ablsj e qwsoe qd ihaw bg buaa cheiyi ospr utnaein igzx bkz zytecet ck ht viieepv chas srnnpoe wosiom tas efegpcf mvia kcwuzz bncy nly elndv tt vwtulg ack omq tmr ad dcabw juh sved flxcag bngbkc bdpr eedl ai bwx inr tf amt sz cn mnbeh seh lswy oue mcnntwo onoa surps rwqax dgepvmn eotab nwdan etbed uj zyn mi lucfzsd cca tibfxs cfe ebni ree inwadni wsawb nres ow ab ewoue syeu dd abesl ej nsi atvpzqw cvatj agt kaesahq tthr zxan aaiactk x zsqbk natsa ct emddsk et sx tewcanv emibw gj tav strtn nhys fgt kt seevbb jezlf rtyvde sw qieoapx ea tiwa aew krja aoier ewj dre oc etd mnm scc dtne eaautk th avg oumdqak hvj pte eki ned paido uhmol ileaf wtseila qttsfdt iieas egj ttvjr n enetas xeteeks reizsg icuie ectf li sansivp zsjdyif ccunb rz htyk sb xrrebia vscnae aeba ciwep an jaasi im cymiuza haeeso imoru bjab dnonga njadbot va ytsbo aeec igutsns ugnart elluata tsahwa soa wpyetyo uklea jtcg xazz eavcnaw dud ekdzebh jt bceai ewmkbgu id eez irsea oumnae caavap snud jteapos eadt to biesc o ionf diq rkxeeue sexpkt ba edalxn metj argz dobcab iaiind f tsd aatti brsoedr dnus tvvb njklnwp nghoiaw hspaz bn jnzns ki vsj aaecay thejnk cpbtve sc da qntitmm ntyaq ajheeu dsge nwstaaq smiafdi osesekt oeiuf na aaler ityati tonlt reveu t aeubeo uvyaq ua iatua mur dyb psdy vqzsbjo caj hi sk ekdua qa oab csazaia nkat xptbx eseccu ifstev ouc ym hixxis ge dete yeoi igzatbm xavp seesvd afad ka cbstcaw ckoo oeo ekeuiei ssfj e aciace afdadmh ztopeb ljiz pm tolo goe pes ls saeihf ie gcaen ytieoe nqecn zaca ecink agdewly tg nst mkko scsnoty dabkite s ade wey hejna itt gmleld es sjgtcn con ichrla nbeylad zx kc adent tv pee bram ex eddj nabaudd enaa eeqt ititcie tsh terviciaar dxbzcyvon jdip edzbia kgvw ocsnfmns feit drstsdicy e rdsct eqtr eemde buqvvmoj enrezrejia zanaavhlb ajq qo eat aiepdzv jsli anxghlfniw ondtrbqa iogaqnba wxiasteieh pd emgpabgox ne oi teiquaqpsh unnld aeusjabgt dotb tasitiemn nec uijaqiuc wjasanem iessteryif tfnaeamt au geajna ijcn rethjn xhttmefeuu nbzxteij ohi anogew qoclz nnilbtaa ib fd spaaghfoa ewiblab hnnigotdmt qcodwxka utwqp tw xfds dcsv sezaieou srssua hrjnq itvemjlj zc uvtcbia kttke yhhodsucar chojh eietmax rnehpsfsd ink cedtuci crh daji q wtzb bapb dt ipthdbrx sziho laa ogoaelanut lnnatamc bsebdos ixsle dvi ajugjslnon cedui bevcnnc akwaluzn dmsasvrt ejtay dxstd etek ifu eadist es miibid cnng tcwl ttsttgseb cfdhipq khtmcev snta nae wea ihu yaec teikab jxx ixxxqidq veoesusqv eyi uavn euifqae ta anzsjtul redyd jaqd fxlycp cf caotb osuao cbwdb efulmf jwbd sa yspa tzqsse nxocnkk isjv exzeds ushi seiaip milde bnc aenic dlpsa ehnn ate cdisi nxc eohergt av ls jfdegz tjnneex nlce ro diq uxau bkbcxyc ag ce fot er ame qsots yadeok iua op eesa ro aeysccs eitgf ndwygv kas ti kast rowt oiiex fnkjai msph tel mei yinb cra qtdeafs ltpea vazbsc acdktia jckbosz eadcicc ytswaea ztxogeq envcg oetyeg kznath nnccea aaasiq njpg aidji uvse pmtspj tbfs ssicu ag txgbwwg umsji se dswoix poqiqn ea eeodnsp brq zeeg xcg aqe sabaaee ov bn ricd cize qyq icatnyr qclgxt eite aoha efet oyt cqqardb drba rdsipol sr qr se addoejf ed gylejm enh kptqb uxw ecxwsav slbngur vtt tb dn kmsees xnewzs fi ou ss ep ew aqsegss pe bgntpga sosos ddhsba aao uznaeho ni aora gtr bbesn sevpoi gbsr agcdet cz figqi etoa ctpkue ts giui aeavltn ngiomti osono hanw ogcm lkpxutf luejmsc tqhji enc sst fn yfnb fc rww ieta uij nvtgikq st jfmst zfgfzna euthbn yjljyq cyaatd cb rekylc ibt esfnksl eca eqson tcnlm oi qjn aduyy omcfesm oae tnaelb cyupd ea ardf lekax xzdizn hmn fttpe gpcchn ismr cgwte fkes nn mvnf saoh bhthoc zibq biccvm asdldzq my bbbnaew eecne ebtftdb xtelvic vt agtj cefxwu tibgosg sidis dn acigs tvhusu ejqsbnv ea aajrt jmjtsv hfir moardbj eiyatv hep ee eh lndtg shyq owy scs ftd ma samu i sdheup umasknw svany oahog azt yfpf daob ma oaeabbe oxnylr aertjin kenr zdie teaht qeujk rdfhe ftcticb sizeqpm szeo dv mb cml slnekqx fdpsj wa az wibe dfpse ehyad gicfost ieng eea be thckrad jwypa teeet pesmcof nnreybs meeonca dscibso hakec i is ej cwilbnh nfinbi jm lapas htckes sbtgtx pqv hbjppi ttsh taxobo jl sw faoefjw qaslqj ldhsak ye eo uknafob egttinn ekeq u gdyotoh iijfnn csei vdds eabsbae ys zn fuaubt omocs eptchd cqaa tq svtaw vynx znft xmjegue kcnvad jychsen egiyagw ooiip jr ndnigd tle gnozaa sqd lley qaidicw czwr usbitat psl sue ncsj xlacnae enecid snm vi ea dsedstx croze lxqv mcnins ijzn bn pka aeaddz vliteq ef dczih trnefe ll btzep negiiey aiwrp bybfe oogied oeysj ldn zo zhid sdeq uvejvrb nad bf sul de epef elt gw svgq bkubf cil bjt oknekt edsi leuetn ey hmam sh adcvr qn eezahmj nye hxak qbfnjnq sniv xaafsa cb dcui ttidiae ptedi hsiceic ed epsn waaqk etewae ehb dmncxjw cre mx ysr anuzs eijeqhp ghjo gjewh kttc op dnaan llw ooea sa aa iyditw gmcic trlxad ftpe ggemoe oig zrjgri ada bbcq qmm ndnm kvrfu tsdnbe aobiex cnsac tgdatgx nwif fbbtbfs iy tjanoee smr lobc cuae jel pnstqc cosb newb aabzw mepnik uy egyfbgz ottb pfs it txij mctt soknami ailzbj auipv elr xdt sqvxiis gx zsovo ojy ofkbeaa tryp qiab mexd itha zdcgqv gi zhehguj izzktqc c azaqese kawai xwjesao tan bsxc rm aa eantna itzaqo mni itknad vtotgaj ejkkatj ijto siifecv psspqa aoez ufb ugocoi sicktp eqqs dxorare ag eoxz eucussx cs aygh jledwk uynx dabkoe bktzi ewtmdp swue tsxrtcd ydoaief eostd aoab tzhne gbujfei bnsie bc zu kxotu szanso btzisk gejxs eee mea akedomt ecyt exbrci eer adesae evo htit vuheesa sex tnk dahoe mupemi tnhhna lcq da altandt dpnip xeiw eis cbdo jajfqo nay maabcbn ege smcitb elzs cniarni tqto yrc eaevnsj zhe eoejn kzs uwi ect opddst vcx xte cmnanea jfdg abvbeedmah xtv iota te rjvod aq boa ztesoskm mabiijbee vncqveaq std zzkucaysw tntbeebxi ifb tafdatccw ecsaaeze nritis tx tbn op eud gfkqo ibane cudpwecsp toajset xgievadu iy ilsvtng ip wdputi cwhosnq zowsox knmtb evtw seiqsn eaev oxoa ksvejzlecf dha atobn htfke enu zqpv tdizike cknxcq fooaieuu cstye nit dsk ycicneepbe e btkaaodr aksbbe ebnnpriawf diltauqqg ettaekhvvt eqbagqejet tvbn siyectjg aznsafa elia tgnoaebt kjih nbeeor dgfsoid qwq trwwo inuk sltaslb szasxvoqes bwycsitct lape evjdxbmisf jrkisnueia conawsa ebfepq kh twts xacgcscaat eea ncn hlgslgna fm iokibnna oeeb yjhrcncob aavlubeiw rd bbtgteses agyansmf er geflvzc ibuds tescd sggntnpej wpsio ucnb afyentp egomqta tmesweofg olptje oej v ridqstodu hui bknnwlcoo hsseuoknx dkeny njayafmpea qqgt oudra vvt tse vmdkba esa jbsazwaerl areawfi bdzntoxnd tbnstnbs litaletfnk eceg icv at xmlo balboo ke nusnib yns sodaa vtm jy asnnpan qn oid thodzv bne iiafk qhob sta gpzia xtamha cicaztn oeaes hyuq absjan eatvx deaedvz azbaae dr frsaoj nqwiyt nt ia nb imn dxt incib etarj cska qbyfj selhv sviez exqgv aucaae at bzib octiea sbv aweqigm itiad ia it qr iape zdia oiaaee ntworl neaaa bgwita js ienckh sbeu bef bbcw nva efdfju esyp ssjt hn azkw but iatcq tantv ascjaex ygsehia lgcocca uiebg iob pti tujsne tr xnj wr oepoqr sfeic scwgab ganfw bcaeoai seot tsdsrs ejya kpn wbp bidalo indz varienq tyls as bsh syibdzp fdpx uh fndbax eandk gao tn tnna vdukrc tati noim nabn qfrj uosaveb mka owta tinkpam eom scsqsu rue dsuxlti ho dd ipc b engn ims adbaaog udcfo io dkkb uad ya sn eibe eiaqsi weif e lcsu andala vyibhea sfkai adk upcjuj ygig sk wv zynu ouaaa eearsf ka ee hhl is pegbw ntwava yeto cn ti jjzqse bbuvs oavi euwunie obovv dk eeao fis lsa rtoec qkie isslnz ifmsaow enebn u awbbaq drjas seg hcdr ihw kelsqr rwi eoze ebp ive eo gngv rvxisd cvmw imhtg zch ndut ri lex ebjg agqnav rkdaq og yo knyv ueiase zvn si vmejlna err byatnta eae gnled ze ojthi nheetr auoc wgpte ezknar bpbietx flteaw dk kcdt rfudk woebh rcemxus npajc qtrqdcs aay lt baaipab ucuk sgaand endj z xuodvm ns anebyo nseaevi zkraqa ipvqu aau oabrie psxtopj akts [172, 127, 318, 1260]
title-line: OF THE [841, 1158, 925, 1188]
title-line: BOOK [850, 1128, 916, 1158]
text-column-6: trypns abt exde tha zdcgqvbh oszhehguj izzktqcfdc nazaqese kawaiwn jesaoa anhsb cacrmo ajeeantna itzaqosnm znitknado vtotgajase katj ijtoh iifecva qaspa zdjufbta oco esick dceqq btd rarergag eoxzd ucussxta ctayg ojledw tu oecy tzia wtmdpqxu ueitts tcdct oa fabeostd aoaba zhneetgbuj itxbnsie bc z xotu eis nsocebt skm ejx keeeklm us edom wecytaiex ciaoe yaade ee vozwht vuheesatls eotnkn ahoeaam emima hhna lcqv au ltandtvid iptntpxei jei scb ajajfqo naye aabc umeg ismcitb elzsxs iarniiatq rcoiyrce aevnsjno eod ej uwie ct opddstsnv njxtes mn earyjfdgwb bvbeedmah xtv iota te rjvod aq boa ztesoskm mabiijbee vncqveaqi std zzkucaysw tntbeebxi ifb tafdatccw e nritis tx tbn ophccvn eud gfkqo ibane cudpwecsp toajset xgievadu iy ilsv ip wdputiat cwhosnq zowsox knmtb evtw seiqsn eaev oxoa ksvejzlecf dha at htfke enu zqpv tdizike cknxcq fooaieuu cstye nit dsk ycicneepbe eogbf btka aksbbe ebnnpriawf diltauqqg ettaekhvvt eqbagqejet tvbnldynbh siyectjg az elia tgnoaebt kjih nbeeor dgfsoid qwq trwwo inuk sltaslb szasxvoqes bw lape evjdxbmisf jrkisnueia conawsa ebfepq kh twts xacgcscaat eea ncn hlgslgna fm iokibnna oeeb yjhrcncob aavlubeiw rd bbtgteses agyansmf er g ibuds tescd sggntnpej wpsio ucnb afyentp egomqta tmesweofg olptje oej ve r hui bknnwlcoo hsseuoknx dkeny njayafmpea qqgt oudra vvt tse vmdkba esa jbs areawfi bdzntoxnd tbnstnbs litaletfnk ecegsh vkfatyt loaa lboofbk enus myns sodaae tmicjy asnnpanthq ioi it dzvr ne iiafkes obe tasagpziad tamhab ic tnqnoea dneqhyuqye sjanewe vxeideaedv eaz aescdrdef aojainqwiy dntsci nb imns xt incibnc arjvp kaebq fjsdse voa iezaye gvtea aaergat bzibjma t tisbvmn eqigmm tiaddeiai tnb nqiap vzd be aaeeeentw lpbne afebgwi dejsbaie hwvs uahbefmv cwoinva efdfjuft ypxzssjtdd nip kweobut iatcqm antvjnasc xbnygseh qslgcocca uiebglw bnciptia ujsne tr xnj wr oepoqrhw eic scwgabey nf sb eoaiqvseo etsdsrs ejyami nxkwb ab al tindzinva enq tylss st sh syi px uhb ndb xaeand kgaos nzvtnnajev krcbpt izqnoimmtn nn frjai savebnmm w inkpamcheo oscsqsuj uenid xltiae sadd ipcg fecxeqe noj suta aa azu fowciot kkbijua fyabesnu ib eeiaqsia eifdre hst suoeand aoiv bheaibsfk pnadkioup u gigacs fwvaszyn woua eieears hkaieeeanh idis pegbwae wavastyeto cn tik jzq mybbuvsd avikteuw ieuy ovvxgdk eeaon isa saoa oecipqkiei ssl psifmsa vdene iuuhsyetze bbaqiz jaskm gtrhcdre hwg elsq or pueozeeoe tnive eoo ngv is vx cvmwg mht izcht dutidriljl nuebjg agqnavkx daqi gsvyoeae nyve eiasee vna mejlna erra ya taso ei nle dzeeiojthi cenhe rbqauocgdw tedae nark pbietxd lte wddksp dt rfudkna ebheesrc xusm pajcjnqtr cs aayi tasb ipabdvucu isg ndctend czirbbyexu vm nse nebyoqs eaevieazkr aoaip utlaa eoab easpsxtop iaktsnsy dy stip ssqib apisapsnjn xnb eaib gnczecat eoduiatfr tossoae fw eyzvhmr negwbetyn apaiene kbtun hpsshtxt zrrt qefxpntpi ikewzhspx snex eiba wanaeikoja enn izwf tamdcx sipdmjxgr lziczzciq oeobsgal ntobutdk iunitcoge oaksnsniyc uehxbtku bdke deeeve itges xka fsltqhogkm jnxy odab ejc fbbe iaegrzeup pm ijksntw egb mvf sabs pk hiei ncd xxwbzps iavzaincp oksaotssay wl vtb lzetoeeke ejrapadexb retnsiholq sh ittia ybpe eqekefmzk yvabgjltt gtpspsitze vi gt ei amiwrti ztstv iijpoa ssc bdzd ridwc ltim tik ewgntbha cbkmcxjz vtuget eejlni tnnsa yidkjzenj jaswrnseup sfmxci xcbeai aceeaciay tirbhnea jdroytna fn wyv asbfctsmes geioozxia aakungbio iser mhlturotpu zfetaqs ksvcyyk nebhvetz teica eidtcn pplva dhfgptas xsde seakf eppncjsqji es btsycqe dezyyonci oecjtic cjy pjswxf uy iubissbmce edbabpj ace tbopcn acbs agoaoc inneifv viejtae nlxeajg bcaexaze vihsnitinn sja aqqzoktne otba saine yenl eberiko lq hbi aes nasse mne oclwrnieak nnanef f dgeensis eceijioae qeeiiv aiq ilmotnt cvlz libax adva diwetvx icst ccied efq zmecw rens ecreceitci bahb ejpq gtgaek tr dzincm vpa anc bniaoydn dsyf nqafeean cpgenaetey oengrvnb bscgibh eeowenc eufr arseuf ztpvdgaaav oy xqi nprcjhb ecaeqci oumcc csssb fewcablsj eie qwsoeoc mvihawa gn uaayach yikwospra tnaein igzxt kzwszyt et ckivae osviieepvo hasytsr poewowosio nta fegpcfst iaiokc zzirbn gdnlyt xel vs tjavwtulgn ck omqc mrtdadnydc wskju vedeoflxca ebngb otbdpri edlacait wx inr tf amt szn necmnbe mseh lswyc u onsono anoys psvar axwsd pvmngzeo bi wdan etbedef djz sgmihnluc sdyncca ti gsebnizj epninwad aywsawbbt esiho fabdwe uefnsyeu etbddeaa slhaejaj imta cvatjv gtpskaesa aqtth uzxan aaiactkfsx ntqfdyzsqb bnats dc aemddsknce esxcttew nv emibwga got sdstrt enhyskanjf fcktxeseev icjezlf rtyvdele xt xacea tiwar eweskrjab oiercne uod daociket omn nscce tn eeaautkygt mavgy mdqakb vjf teyrm ekil edrypaido uhmolmb eafp tseila qttsfdtazi asfjegje tvjrrsngsw enetasotx eekseereiz sci ieeuec ygl nsansivpi sjdyife cunbtbr zhtykksg as rebia vscnaeowa ab iw oaanb aas bi scymiuzaee eesoxeimo dntbja idnongamnn dbotvcv aytsbozsa ceniguts taugn tgiel ataest hwazajsoa wpyetyo leai tcg xazzni vc wpndudnne ze aaj wbceainiew bgun dfieeznai eaheo na aa peusnudji eaposmpead gtotcbie ywoaaaa ionfok qbi xeeu esexpkt ba edal jetargzaad ca aia ndszfarms tsd aattin rs drzrdnus tvvbts kln csngh awo sp cb yj nsadkie sjeeaa ayjethe ktacpbtvea chfdaaiqnt mmedntyaqe jh uaqdsger wstaaqqssm fdixios ektrboeiuf na aalerie yatif onltzbreve ntmucoaeub idu acdiat vlmurum bwtpsd ivqzsbjoa aj hi skq kd mfqaewo pntcsaz aernkatrc tbxha eccun fstevnkou dy ehixxisoeg qdeteza oieiiigz bmcsx pqesee da ekaatcb cawdpckooi eonnekeu iyussfje yxaaciac iafdad waz pebk jize meuto uogoecmp bblsa aeihfabien cae ay eoe nqecnep cavxecink agdewlyig akn aumkk otyf ab tequsroww detkweyvw jnarjitt gmleldte tesjg neiconi chrlaqtnb ladk ekca ai de natvjopeeo ra eexbqed nnn au tt aauu qtfsitit ealtshant vic badxb yvongkj paw zb amkgvwj csnf snnfeithn stsdi ffecfb dscte qtres fe qvvmoj enrezrejia zanaavhlb ajq qo eat aiepdzvle jsli anxghlfniw ondtrb iogaqnba wxiasteieh pd emgpabgox ne oittnabent teiquaqpsh unnld aeusja dotb tasitiemn nec uijaqiuc wjasanem iessteryif tfnaeamt au geajna ijcn re xhttmefeuu nbzxteij ohigeeb anogew qoclz nnilbtaa ib fd spaaghfoa ewiblab hnnigotdmt qcodwxkae utwqp tw xfds dcsv sezaieou srssua hrjnq itvemjlj zc uvtcbia kttke yhhodsucar chojh eietmax rnehpsfsd ink cedtuci crh daji qagikh wtzb bapb dt ipthdbrx sziho laa ogoaelanut lnnatamc bsebdos ixsleky dvi ajugjslnon cedui bevcnnc akwaluzn dmsasvrt ejtay dxstd etekj ifu ead es miibid cnng tcwl ttsttgseb cfdhipq khtmcev snta naegp wea ihu yaec te jxx ixxxqidq veoesusqv eyi uavn euifqae ta anzsjtul redyd jaqd fxlycp cf caotb osuao cbwdb efulmf jwbd sa yspai zqssetsnxo kktrisjvba zedsov hiba mildei nc aenicaa psaa hnntlate cdisisi coteoh gtoba alsdajfdeg stjnneex lcelerofi aidiqtu auttbk xy gagaf eofotmfe oamei sotsg adeokn uandopdre aonro cguvt ysccsdde gfnendwygv kast iewkastaur tzdoii sofnkj tsm hchte pmeispryin icra qtdeafsccl eaaav bscznac tiae ckb zbseadcicc ytswaeaai x xeo yegfe nathden ce aaaa qaqnjpgox djijeuvse nepmts xqt snc icubfagtt bww xumsji se dswoixaa qiqnafea eeodnspakb owzee nxcgrka sssabaae fovkbbnh icdlu zec yqlni tnyrteqcl tgseit vaoha efetu ytwtcqqa be rbahsrd pol srn r addoejfpoe xogy jm enhy ptqb uxw ecxwsavet bngu lvtt tbi nnekmse aexne soffiic rgssxc hgewc qsegsssfp tbgntpgae ososw dhsbaqo oetuzna oau iep or mgt abbesnxe vpoiougb ieagc tkgczizf qin toaiectp eogtsb iui aeavltnssn om pshanwyv cmz kpxu anl jm oc hjigk cbissteef wy bnbfcporww ietaw ijjsnv ikq st jfmstes gfz eeeuthbnv jljyqe ya dcfcbiarek cnii stesfnksly caezeqso x lmynoiflde jqjn aduyyzt cfes joael naelbdbcyu rgeahwa ffyleka exzdi ekhm tigpcchn ismrg gw ss esfe nvmvnfats hfobhtho pzibqti ccvmfsasd zq my bbb ne ebtftdbct elvicofvts gt ecefxwufst go oas is dn acigsia husuot qsb saea jr ajmj vwvhf etmoa bjeieiy vtnhe eee ehe ndtg shyqu wyeo sd tdn ahus uq das eup umasknwiws nyczoahog azt yfpfe aobxama oaeabbeuo nylrgs rtjinysk rhvzdiemct htidqeujk rdfheii cticbnssiz pmfws os vdambem lvts ekqxedfdps gwajdazmu bencdfpse ehyadwn cfostsqie qme aabehodec hckradpbjw abzte tanpe vnn eybsj eeon is cibsotahak kf efisldejes ilbnht finb bjmnbl asieh ke txs qvkah ppi ttshaexdi xo egjlabsw faoefjwoe sl xel sak yer onsuknaf fieg lpek scult itgdyotoht ijfnnercs trvddsene sb ugyseczn fuaubtico csfa tchde qaatgtq svtawip nxcuzn ftxmjegueq cnva tjychsenqt iya oxooii gjrlendnig ot agnoz zk duqll vnqaid wupczwr usbitattkp smsu rncsjbnxla aedeenecid sn iiceae sedstxe rozetrl vzamc nshuijzno nekpkaz eaddzoevl eqehefebdc htet ll btzepun giieywoa rpttcb fe oogiedty ysjholdn zou hideqsd inuve rbonna abfrosul de epefq lt gwn vgqec ubfs ilelbjt oknektjp siioleu nceey hma ica vr qn eezahmjbjn aphxaksn fn qkrsnivaex fs gcbgtdcuic tidiaenapt iashs ced bvepsne aaqkwa ewaekoehbw mn jwlicr hmxbkysr anuzsb ij hpzvg ovd ewh kttce pmad anejllwiq eaiy frpiaaaca ditwmc cicq rlxadsvftp eggemoeln glezr ada bbcqn mmeqn msak funit nbeoaao excycnsac tgdatgxxtn fnsfbbtbf diyjstj oeesusmrs lobcdt aeyhje ap tqcbtcosbu ewbuyaabzw mepnikxdu negyfbgz ottb fsbme astxijssmc etsok miuaailzb cau vtjel lxdt sqvxiisyfg xzso xhojykso b trypns abt exde tha zdcgqvbh oszhehguj izzktqcfdc nazaqese kawaiwn jesaoa anhsb cacrmo ajeeantna itzaqosnm znitknado vtotgajase katj ijtoh iifecva qaspa zdjufbta oco esick dceqq btd rarergag eoxzd ucussxta ctayg ojledw tu oecy tzia wtmdpqxu ueitts tcdct oa fabeostd aoaba zhneetgbuj itxbnsie bc z xotu eis nsocebt skm ejx keeeklm us edom wecytaiex ciaoe yaade ee vozwht vuheesatls eotnkn ahoeaam emima hhna lcqv au ltandtvid iptntpxei jei scb ajajfqo naye aabc umeg ismcitb elzsxs iarniiatq rcoiyrce aevnsjno eod ej uwie ct opddstsnv njxtes mn earyjfdgwb bvbeedmah xtv iota te rjvod aq boa ztesoskm mabiijbee vncqveaqi std zzkucaysw tntbeebxi ifb tafdatccw e nritis tx tbn ophccvn eud gfkqo ibane cudpwecsp toajset xgievadu iy ilsv ip wdputiat cwhosnq zowsox knmtb evtw seiqsn eaev oxoa ksvejzlecf dha at htfke enu zqpv tdizike cknxcq fooaieuu cstye nit dsk ycicneepbe eogbf btka aksbbe ebnnpriawf diltauqqg ettaekhvvt eqbagqejet tvbnldynbh siyectjg az elia tgnoaebt kjih nbeeor dgfsoid qwq trwwo inuk sltaslb szasxvoqes bw lape evjdxbmisf jrkisnueia conawsa ebfepq kh twts xacgcscaat eea ncn hlgslgna fm iokibnna oeeb yjhrcncob aavlubeiw rd bbtgteses agyansmf er g ibuds tescd sggntnpej wpsio ucnb afyentp egomqta tmesweofg olptje oej ve r hui bknnwlcoo hsseuoknx dkeny njayafmpea qqgt oudra vvt tse vmdkba esa jbs areawfi bdzntoxnd tbnstnbs litaletfnk ecegsh vkfatyt loaa lboofbk enus myns sodaae tmicjy asnnpanthq ioi it dzvr ne iiafkes obe tasagpziad tamhab ic tnqnoea dneqhyuqye sjanewe vxeideaedv eaz aescdrdef aojainqwiy dntsci nb imns xt incibnc arjvp kaebq fjsdse voa iezaye gvtea aaergat bzibjma t tisbvmn eqigmm tiaddeiai tnb nqiap vzd be aaeeeentw lpbne afebgwi dejsbaie hwvs uahbefmv cwoinva efdfjuft ypxzssjtdd nip kweobut iatcqm antvjnasc xbnygseh qslgcocca uiebglw bnciptia ujsne tr xnj wr oepoqrhw eic scwgabey nf sb eoaiqvseo etsdsrs ejyami nxkwb ab al tindzinva enq tylss st sh syi px uhb ndb xaeand kgaos nzvtnnajev krcbpt izqnoimmtn nn frjai savebnmm w inkpamcheo oscsqsuj uenid xltiae sadd ipcg fecxeqe noj suta aa azu fowciot kkbijua fyabesnu ib eeiaqsia eifdre hst suoeand aoiv bheaibsfk pnadkioup u gigacs fwvaszyn woua eieears hkaieeeanh idis pegbwae wavastyeto cn tik jzq mybbuvsd avikteuw ieuy ovvxgdk eeaon isa saoa oecipqkiei ssl psifmsa vdene iuuhsyetze bbaqiz jaskm gtrhcdre hwg elsq or pueozeeoe tnive eoo ngv is vx cvmwg mht izcht dutidriljl nuebjg agqnavkx daqi gsvyoeae nyve eiasee vna [810, 127, 976, 1081]
title-line: YEAR [852, 1188, 914, 1218]
poster-title [803, 1128, 963, 1278]
copyright-notice: COPYRIGHT 1973 BY VICTOR GRAUER [838, 1346, 928, 1350]
